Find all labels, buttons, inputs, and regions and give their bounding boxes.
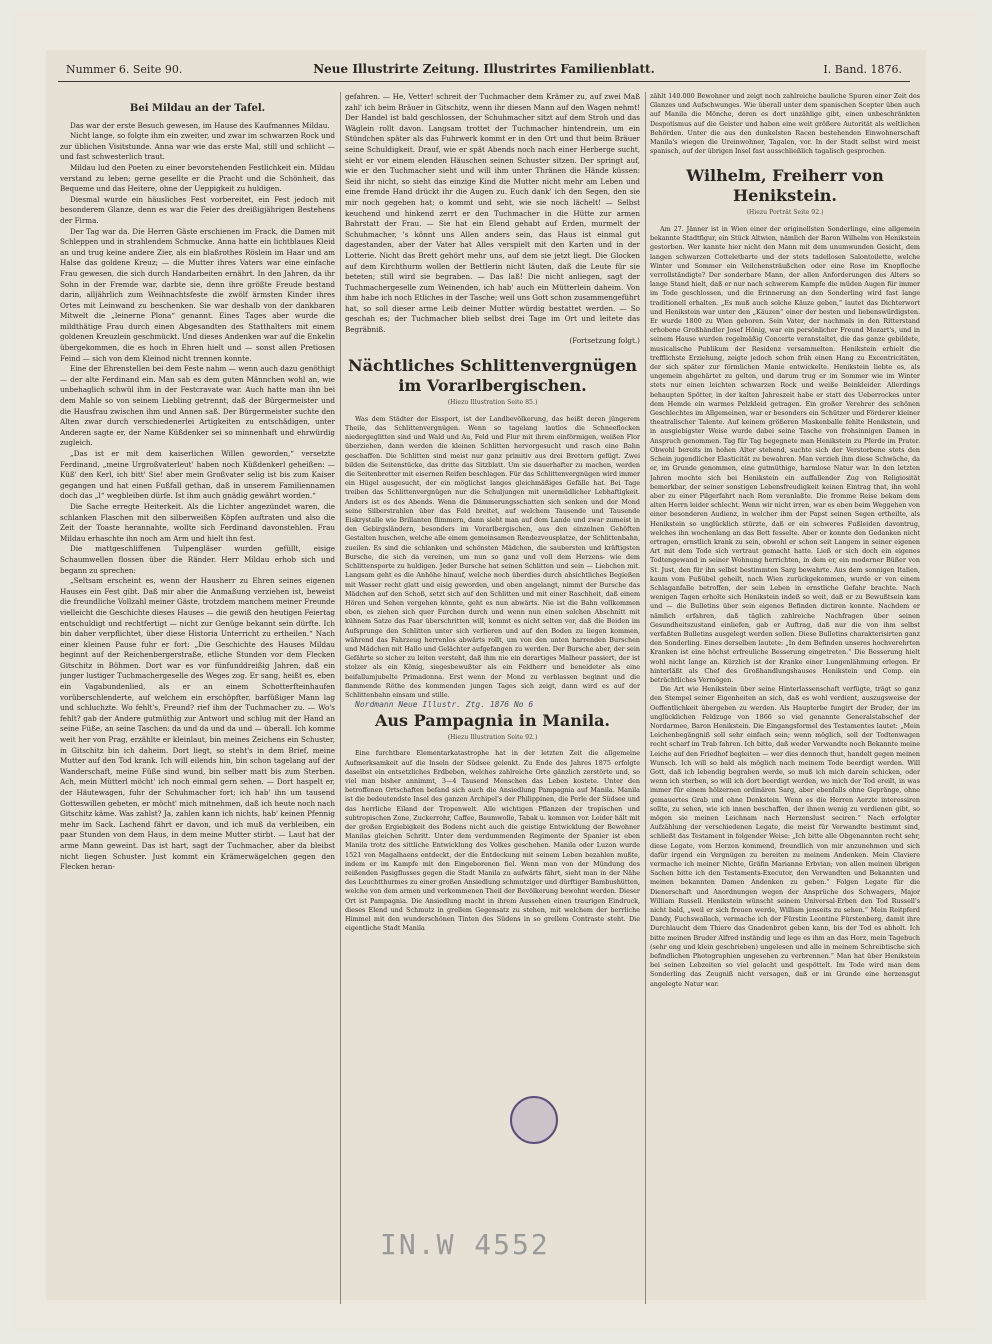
- paragraph: gefahren. — He, Vetter! schreit der Tuchmacher dem Krämer zu, auf zwei Maß zahl' ich beim Bräuer in Gitschitz, wenn ihr diesen Mann auf den Wagen nehmt! Der Handel ist bald geschlossen, der Schuhmacher sitzt auf dem Stroh und das Wäglein rollt davon. Langsam trottet der Tuchmacher hintendrein, um ein Stündchen später als das Fuhrwerk kommt er in den Ort und thut beim Bräuer seine Schuldigkeit. Drauf, wie er spät Abends noch nach einer Herberge sucht, sieht er vor einem elenden Häuschen seinen Schuster sitzen. Der springt auf, wie er den Tuchmacher sieht und will ihm unter Thränen die Hände küssen: Seid ihr nicht, so sieht das einzige Kind die Mutter nicht mehr am Leben und eine fremde Hand drückt ihr die Augen zu. Euch dank' ich den Segen, den sie mir noch gegeben hat; o kommt und seht, wie sie noch lächelt! — Selbst keuchend und hinkend zerrt er den Tuchmacher in die Hütte zur armen Bahrstatt der Frau. — Sie hat ein Elend gehabt auf Erden, murmelt der Schuhmacher, 's könnt uns Allen anders sein, das Haus ist einmal gut dagestanden, aber der Vater hat Alles verspielt mit den Karten und in der Lotterie. Nicht das Brett gehört mehr uns, auf dem sie jetzt liegt. Die Glocken auf dem Kirchthurm wollen der Bettlerin nicht läuten, daß die Leute für sie beteten; still wird sie begraben. — Das laß! Die nicht anliegen, sagt der Tuchmachergeselle zum Weinenden, ich hab' auch ein Mütterlein daheim. Von ihm habe ich noch Etliches in der Tasche; weil uns Gott schon zusammengeführt hat, so soll dieser arme Leib deiner Mutter würdig bestattet werden. — So geschah es; der Tuchmacher blieb selbst drei Tage im Ort und leitete das Begräbniß.: [345, 92, 640, 335]
- paragraph: Der Tag war da. Die Herren Gäste erschienen im Frack, die Damen mit Schleppen und in strahlendem Schmucke. Anna hatte ein lichtblaues Kleid an und trug keine andere Zier, als ein blaßrothes Röslein im Haar und am Halse das goldene Kreuz; — die Mutter ihres Vaters war eine einfache Frau gewesen, die sich durch Handarbeiten ernährt. In den Jahren, da ihr Sohn in der Fremde war, darbte sie, denn ihre größte Freude bestand darin, alljährlich zum Weihnachtsfeste die zwölf ärmsten Kinder ihres Ortes mit Leinwand zu beschenken. Sie war deshalb von der dankbaren Mitwelt die „leinerne Plona“ genannt. Eines Tages aber wurde die mildthätige Frau durch einen Abgesandten des Statthalters mit einem goldenen Kreuzlein geschmückt. Und dieses Andenken war auf die Enkelin übergekommen, die es hoch in Ehren hielt und — sonst allen Pretiosen Feind — sich von dem Kleinod nicht trennen konnte.: [60, 226, 335, 363]
- masthead: Neue Illustrirte Zeitung. Illustrirtes Familienblatt.: [313, 62, 655, 76]
- article-title-pampagnia: Aus Pampagnia in Manila.: [375, 710, 610, 730]
- paragraph: Was dem Städter der Eissport, ist der Landbevölkerung, das heißt deren jüngerem Theile, das Schlittenvergnügen. Wenn so tagelang lautlos die Schneeflocken niedergeglitten sind und Wald und Au, Feld und Flur mit ihrem einförmigen, weißen Flor überziehen, dann werden die kleinen Schlitten hervorgesucht und rasch eine Bahn geschaffen. Die Schlitten sind meist nur ganz primitiv aus drei Brettern gefügt. Zwei bilden die Seitenstücke, das dritte das Sitzblatt. Um sie dauerhafter zu machen, werden die Seitenbretter mit eisernen Reifen beschlagen. Für das Schlittenvergnügen wird immer ein Hügel ausgesucht, der ein möglichst langes gleichmäßiges Gefälle hat. Bei Tage treiben das Schlittenvergnügen nur die Schuljungen mit unermüdlicher Lebhaftigkeit. Anders ist es des Abends. Wenn die Dämmerungsschatten sich senken und der Mond seine Silberstrahlen über das Feld breitet, auf welchem Tausende und Tausende Eiskrystalle wie Brillanten flimmern, dann sieht man auf dem Lande und zwar zumeist in den Gebirgsländern, besonders im Vorarlbergischen, aus den einzelnen Gehöften Gestalten huschen, welche alle einem gemeinsamen Rendezvousplatze, der Schlittenbahn, zueilen. Es sind die schlanken und schönsten Mädchen, die saubersten und kräftigsten Bursche, die sich da vereinen, um nun so ganz und voll dem Herzens- wie dem Schlittensporte zu huldigen. Jeder Bursche hat seinen Schlitten und sein — Liebchen mit. Langsam geht es die Anhöhe hinauf, welche noch überdies durch absichtliches Begießen mit Wasser recht glatt und eisig geworden, und oben angelangt, nimmt der Bursche das Mädchen auf den Schoß, setzt sich auf den Schlitten und mit einer Raschheit, daß einem Hören und Sehen vergehen könnte, geht es nun abwärts. Nie ist die Bahn vollkommen eben, es ziehen sich quer Furchen durch und wenn nun einen solchen Abschnitt mit kühnem Satze das Paar überschritten will, kommt es nicht selten vor, daß die Beiden im Aufsprunge den Schlitten unter sich verlieren und auf den Boden zu liegen kommen, während das Fahrzeug herrenlos abwärts rollt, um von den unten harrenden Burschen und Mädchen mit Hallo und Gelächter aufgefangen zu werden. Der Bursche aber, der sein Gefährte so sicher zu leiten versteht, daß ihm nie ein derartiges Malheur passiert, der ist stolzer als ein König, siegesbewußter als ein Feldherr und beneideter als eine beifallumjubelte Primadonna. Erst wenn der Mond zu verblassen beginnt und die flammende Röthe des kommenden jungen Tages sich zeigt, dann wird es auf der Schlittenbahn einsam und stille.: [345, 414, 640, 699]
- paragraph: Die Sache erregte Heiterkeit. Als die Lichter angezündet waren, die schlanken Flaschen mit den silberweißen Köpfen auftraten und also die Zeit der Toaste herannahte, wollte sich Ferdinand davonstehlen. Frau Mildau erhaschte ihn noch am Arm und hielt ihn fest.: [60, 501, 335, 543]
- illustration-note: (Hiezu Illustration Seite 85.): [447, 399, 538, 407]
- paragraph: Nicht lange, so folgte ihm ein zweiter, und zwar im schwarzen Rock und zur üblichen Visitstunde. Anna war wie das erste Mal, still und schlicht — und fast schwesterlich traut.: [60, 131, 335, 162]
- page-number: Nummer 6. Seite 90.: [66, 63, 183, 76]
- shelfmark: IN.W 4552: [380, 1228, 550, 1261]
- column-3: [650, 92, 920, 1307]
- library-stamp-icon: [510, 1096, 558, 1144]
- paragraph: Mildau lud den Poeten zu einer bevorstehenden Festlichkeit ein. Mildau verstand zu leben; gerne gesellte er die Pracht und die Schönheit, das Bequeme und das Heitere, ohne der Ueppigkeit zu huldigen.: [60, 162, 335, 194]
- article-title-schlitten: Nächtliches Schlittenvergnügen im Vorarlbergischen.: [347, 356, 638, 396]
- paragraph: zählt 140.000 Bewohner und zeigt noch zahlreiche bauliche Spuren einer Zeit des Glanzes und Aufschwunges. Wie überall unter dem spanischen Scepter üben auch auf Manila die Mönche, deren es dort unzählige gibt, einen unbeschränkten Despotismus auf die Geister und haben eine weit größere Autorität als weltlichen Behörden. Unter die aus den dunkelsten Racen bestehenden Einwohnerschaft Manila's wiegen die Ureinwohner, Tagalen, vor. In der Stadt selbst wird meist spanisch, auf der übrigen Insel fast ausschließlich tagalisch gesprochen.: [650, 92, 920, 156]
- continued-note: (Fortsetzung folgt.): [569, 335, 640, 345]
- paragraph: Die mattgeschliffenen Tulpengläser wurden gefüllt, eisige Schaumwellen flossen über die Ränder. Herr Mildau erhob sich und begann zu sprechen:: [60, 544, 335, 575]
- illustration-note: (Hiezu Porträt Seite 92.): [746, 209, 824, 217]
- paragraph: Die Art wie Henikstein über seine Hinterlassenschaft verfügte, trägt so ganz den Stempel seiner Eigenheiten an sich, daß es wohl verdient, auszugsweise der Oeffentlichkeit übergeben zu werden. Als Haupterbe fungirt der Bruder, der im unglücklichen Feldzuge von 1866 so viel genannte Generalstabschef der Nordarmee, Baron Henikstein. Die Eingangsformel des Testamentes lautet: „Mein Leichenbegängniß soll sehr einfach sein; wenn möglich, soll der Todtenwagen recht scharf im Trab fahren. Ich bitte, daß weder Verwandte noch Bekannte meine Leiche auf den Friedhof begleiten — wer dies dennoch thut, handelt gegen meinen Wunsch. Ich will so bald als möglich nach meinem Tode beerdigt werden. Will Gott, daß ich lebendig begraben werde, so muß ich mich darein schicken, oder wenn ich sterben, so will ich dort beerdigt werden, wo mich der Tod ereilt, in was immer für einem hölzernen ordinären Sarg, aber ebenfalls ohne Gepränge, ohne gemauertes Grab und ohne Denkstein. Wenn es die Herren Aerzte interessiren sollte, zu sehen, wie ich innen beschaffen, der ihnen wenig zu verdienen gibt, so mögen sie meinen Leichnam nach Herzenslust seciren.“ Nach erfolgter Aufzählung der verschiedenen Legate, die meist für Verwandte bestimmt sind, schließt das Testament in folgender Weise: „Ich bitte alle Obgenannten recht sehr, diese Legate, vom Herzen kommend, freundlich von mir anzunehmen und sich dafür irgend ein Vergnügen zu bereiten zu meinem Andenken. Mein Claviere vermache ich meiner Nichte, Gräfin Marianne Erbvian; von allen meinen übrigen Sachen bitte ich den Testaments-Executor, den Verwandten und Bekannten und meinen bekannten Damen Andenken zu geben.“ Folgen Legate für die Dienerschaft und Anordnungen wegen der Ansprüche des Schwagers, Major William Russell. Henikstein wünscht seinem Universal-Erben den Tod Russell's nicht bald, „weil er sich freuen werde, William jenseits zu sehen.“ Mein Reitpferd Dandy, Fuchswallach, vermache ich der Fürstin Leontine Fürstenberg, damit ihre Durchlaucht dem Thiere das Gnadenbrot geben kann, bis der Tod es abholt. Ich bitte meinen Bruder Alfred inständig und lege es ihm an das Herz, mein Tagebuch (sehr eng und klein geschrieben) ungelesen und alle in meinem Schreibtische sich befindlichen Photographien ungesehen zu verbrennen.“ Man hat über Henikstein bei seinen Lebzeiten so viel gelacht und gespöttelt. Im Tode wird man dem Sonderling das Zeugniß nicht versagen, daß er im Grunde eine herzensgut angelegte Natur war.: [650, 685, 920, 988]
- paragraph: Eine furchtbare Elementarkatastrophe hat in der letzten Zeit die allgemeine Aufmerksamkeit auf die Inseln der Südsee gelenkt. Zu Ende des Jahres 1875 erfolgte daselbst ein entsetzliches Erdbeben, welches zahlreiche Orte gänzlich zerstörte und, so viel man bisher annimmt, 3—4 Tausend Menschen das Leben kostete. Unter den betroffenen Ortschaften befand sich auch die Ansiedlung Pampagnia auf Manila. Manila ist die bedeutendste Insel des ganzen Archipel's der Philippinen, die Perle der Südsee und das herrliche Eiland der Tropenwelt. Alle wichtigen Pflanzen der tropischen und subtropischen Zone, Zuckerrohr, Caffee, Baumwolle, Tabak u. kommen vor. Leider hält mit der großen Ergiebigkeit des Bodens nicht auch die geistige Entwicklung der Bewohner Manilas gleichen Schritt. Unter dem verdummenden Regimente der Spanier ist eben Manila trotz des sittliche Entwicklung des Volkes geschehen. Manila oder Luzon wurde 1521 von Magalhaens entdeckt, der die Entdeckung mit seinem Leben bezahlen mußte, indem er im Kampfe mit den Eingeborenen fiel. Wenn man von der Mündung des reißenden Pasigflusses gegen die Stadt Manila zu aufwärts fährt, sieht man in der Nähe des Leuchtthurmes zu einer großen Ansiedlung schmutziger und dürftiger Bambushütten, welche von dem armen und verkommenen Theil der Bevölkerung bewohnt werden. Dieser Ort ist Pampagnia. Die Ansiedlung macht in ihrem Aussehen einen traurigen Eindruck, dieses Elend und Schmutz in grellem Gegensatz zu stehen, mit welchem der herrliche Himmel mit den wunderschönen Tinten des Südens in so grellem Contraste steht. Die eigentliche Stadt Manila: [345, 749, 640, 933]
- paragraph: „Das ist er mit dem kaiserlichen Willen geworden,“ versetzte Ferdinand, „meine Urgroßvaterleut' haben noch Küßdenkerl geheißen: — Küß' den Kerl, ich bitt' Sie! aber mein Großvater selig ist bis zum Kaiser gegangen und hat einen Fußfall gethan, daß in unserem Familiennamen doch das „l“ wegbleiben dürfe. Ist ihm auch gnädig gewährt worden.“: [60, 449, 335, 501]
- paragraph: „Seltsam erscheint es, wenn der Hausherr zu Ehren seines eigenen Hauses ein Fest gibt. Daß mir aber die Anmaßung verziehen ist, beweist die freundliche Vollzahl meiner Gäste, trotzdem manchem meiner Freunde vielleicht die Geschichte dieses Hauses — die gewiß den heutigen Feiertag entschuldigt und rechtfertigt — nicht zur Genüge bekannt sein dürfte. Ich bin daher verpflichtet, über diese Historia Unterricht zu ertheilen.“ Nach einer kleinen Pause fuhr er fort: „Die Geschichte des Hauses Mildau beginnt auf der Reichenbergerstraße, etliche Stunden vor dem Flecken Gitschitz in Böhmen. Dort war es vor fünfunddreißig Jahren, daß ein junger lustiger Tuchmachergeselle des Weges zog. Er sang, heißt es, eben ein Vagabundenlied, als er an einem Schotterfteinhaufen vorüberschlenderte, auf welchem ein erschöpfter, barfüßiger Mann lag und schluchzte. Wo fehlt's, Freund? rief ihm der Tuchmacher zu. — Wo's fehlt? gab der Andere gutmüthig zur Antwort und schlug mit der Hand an seine Füße, an seine Taschen: da und da und da und — überall. Ich komme weit her von Prag, erzählte er kleinlaut, bin meines Zeichens ein Schuster, in Gitschitz bin ich daheim. Dort liegt, so steht's in dem Brief, meine Mutter auf den Tod krank. Ich will eilends hin, bin schon tagelang auf der Wanderschaft, meine Füße sind wund, bin selber matt bis zum Sterben. Ach, mein Mütterl möcht' ich noch einmal gern sehen. — Dort haspelt er, der Häutewagen, fuhr der Schuhmacher fort; ich hab' ihn um tausend Gotteswillen gebeten, er möcht' mich mitnehmen, daß ich heute noch nach Gitschitz käme. Was zahlst? Ja, zahlen kann ich nichts, hab' keinen Pfennig mehr im Sack. Lachend fährt er davon, und ich muß da verbleiben, ein paar Stunden von dem Haus, in dem meine Mutter stirbt. — Laut hat der arme Mann geweint. Das ist hart, sagt der Tuchmacher, aber da bleibst nicht liegen Schuster. Just kommt ein Krämerwägelchen gegen den Flecken heran-: [60, 576, 335, 872]
- paragraph: Das war der erste Besuch gewesen, im Hause des Kaufmannes Mildau.: [70, 120, 330, 130]
- illustration-note: (Hiezu Illustration Seite 92.): [447, 733, 538, 741]
- paragraph: Diesmal wurde ein häusliches Fest vorbereitet, ein Fest jedoch mit besonderem Glanze, denn es war die Feier des dreißigjährigen Bestehens der Firma.: [60, 194, 335, 225]
- column-1: [60, 92, 335, 1307]
- paragraph: Eine der Ehrenstellen bei dem Feste nahm — wenn auch dazu genöthigt — der alte Ferdinand ein. Man sah es dem guten Männchen wohl an, wie unbehaglich schwül ihm in der Festcravate war. Auch hatte man ihn bei dem Mahle so von seinem Liebling getrennt, daß der Bürgermeister und die Hausfrau zwischen ihm und Annen saß. Der Bürgermeister suchte den Alten zwar durch verschiedenerlei Artigkeiten zu entschädigen, unter Anderen sagte er, der Name Küßdenker sei so minnenhaft und ehrwürdig zugleich.: [60, 364, 335, 448]
- paragraph: Am 27. Jänner ist in Wien einer der originellsten Sonderlinge, eine allgemein bekannte Stadtfigur, ein Stück Altwien, nämlich der Baron Wilhelm von Henikstein gestorben. Wer kannte hier nicht den Mann mit dem unumwunden Gesicht, dem langen schwarzen Cotteletbarte und der stets tadellosen Salontoilette, welche Winter und Sommer ein Veilchensträußchen oder eine Rose im Knopfloche verrollständigte? Der sonderbare Mann, der allen Anforderungen des Alters so lange Stand hielt, daß er nur nach schwerem Kampfe die müden Augen für immer im Tode geschlossen, und die Erinnerung an den Sonderling wird fast lange traditionell erhalten. „Es muß auch solche Käuze geben,“ lautet das Dichterwort und Henikstein war unter den „Käuzen“ einer der besten und liebenswürdigsten. Er wurde 1800 zu Wien geboren. Sein Vater, der nachmals in den Ritterstand erhobene Großhändler Josef Hönig, war ein persönlicher Freund Mozart's, und in seinem Hause wurden regelmäßig Concerte veranstaltet, die das ganze gebildete, musicalische Publikum der Residenz versammelten. Henikstein erhielt die trefflichste Erziehung, zeigte jedoch schon früh einen Hang zu Excentricitäten, der sich später zur förmlichen Manie entwickelte. Henikstein liebte es, als ungemein abgehärtet zu gelten, und darum trug er im Sommer wie im Winter stets nur einen leichten schwarzen Rock und weiße Beinkleider. Allerdings behaupten Spötter, in der kalten Jahreszeit habe er statt des Ueberrockes unter dem Hemde ein warmes Pelzkleid getragen. Ein großer Verehrer des schönen Geschlechtes im Allgemeinen, war er besonders ein Schützer und Förderer kleiner theatralischer Talente. Auf keinem größeren Maskenballe fehlte Henikstein, und in ausgiebigster Weise wurde dabei seine Tasche von frohsinnigen Damen in Anspruch genommen. Tag für Tag begegnete man Henikstein zu Pferde im Prater. Obwohl bereits im hohen Alter stehend, suchte sich der Verstorbene stets den Schein jugendlicher Elasticität zu bewahren. Man verzieh ihm diese Schwäche, da er, im Grunde genommen, eine gutmüthige, harmlose Natur war. In den letzten Jahren mochte sich bei Henikstein ein auffallender Zug von Religiosität bemerkbar, der seiner sonstigen Lebensfreudigkeit keinen Eintrag that, ihn wohl aber zu einer Pilgerfahrt nach Rom veranlaßte. Die fromme Reise bekam dem alten Herrn leider schlecht. Wenn wir nicht irren, war es eben beim Weggehen von einer besonderen Audienz, in welcher ihm der Papst seinen Segen ertheilte, als Henikstein so unglücklich stürzte, daß er ein schweres Fußleiden davontrug, welches ihn wochenlang an das Bett fesselte. Aber er konnte den Gedanken nicht ertragen, ernstlich krank zu sein, obwohl er schon seit Langem in seiner eigenen Art mit dem Tode sich vertraut gemacht hatte. Ließ er sich doch ein eigenes Todtengewand in seiner Wohnung herrichten, in dem er, ein moderner Büßer von St. Just, den für ihn selbst bestimmten Sarg bewahrte. Aus dem sonnigen Italien, kaum vom Fußübel geheilt, nach Wien zurückgekommen, wurde er von einem Schlaganfalle betroffen, der sein Leben in ernstliche Gefahr brachte. Nach wenigen Tagen erholte sich Henikstein indeß so weit, daß er zu Bewußtsein kam und — die Bulletins über sein eigenes Befinden dictiren konnte. Nachdem er nämlich erfahren, daß täglich zahlreiche Nachfragen über seinen Gesundheitszustand einliefen, gab er Auftrag, daß nur die von ihm selbst verfaßten Bulletins ausgelegt werden sollen. Diese Bulletins charakterisirten ganz den Sonderling. Eines derselben lautete: „In dem Befinden unseres hochverehrten Kranken ist eine höchst erfreuliche Besserung eingetreten.“ Die Besserung hielt wohl nicht lange an. Kürzlich ist der Kranke einer Lungenlähmung erlegen. Er hinterläßt als Chef des Großhandlungshauses Henikstein und Comp. ein beträchtliches Vermögen.: [650, 225, 920, 684]
- column-rule-1: [340, 92, 341, 1304]
- page-header: [58, 59, 910, 82]
- column-2: [345, 92, 640, 1307]
- handwritten-annotation: Nordmann Neue Illustr. Ztg. 1876 No 6: [355, 700, 534, 710]
- article-title-henikstein: Wilhelm, Freiherr von Henikstein.: [686, 166, 884, 206]
- volume-year: I. Band. 1876.: [823, 63, 902, 76]
- column-rule-2: [645, 92, 646, 1304]
- article-title-mildau: Bei Mildau an der Tafel.: [129, 103, 266, 114]
